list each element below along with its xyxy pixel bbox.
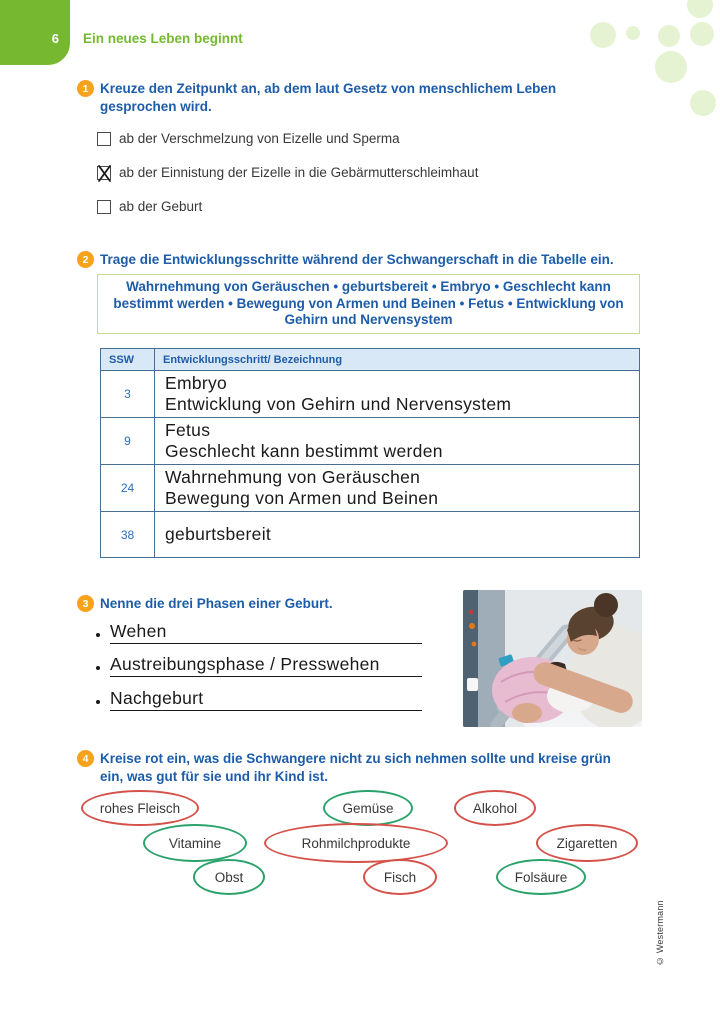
col-header-entwicklungsschritt: Entwicklungsschritt/ Bezeichnung	[155, 349, 640, 371]
circled-item-rohmilchprodukte[interactable]	[264, 823, 448, 863]
q1-option-row	[97, 165, 478, 180]
copyright-notice: © Westermann	[655, 900, 665, 966]
word-bank-text: Wahrnehmung von Geräuschen • geburtsbereit • Embryo • Geschlecht kann bestimmt werden • Bewegung von Armen und Beinen • Fetus • Entwicklung von Gehirn und Nervensystem	[113, 279, 624, 328]
item-label: Fisch	[383, 869, 417, 885]
circled-item-obst[interactable]	[193, 859, 265, 895]
answer-cell[interactable]	[155, 512, 640, 558]
birth-phase-row	[96, 684, 422, 711]
question-2-badge: 2	[77, 251, 94, 268]
checkbox-verschmelzung[interactable]	[97, 132, 111, 146]
handwritten-answer: Wahrnehmung von Geräuschen	[165, 467, 421, 487]
table-row	[101, 418, 640, 465]
page-number: 6	[51, 31, 59, 46]
hospital-scene-illustration	[463, 590, 642, 727]
handwritten-answer: Embryo	[165, 373, 228, 393]
circled-item-folsaeure[interactable]	[496, 859, 586, 895]
handwritten-answer: Bewegung von Armen und Beinen	[165, 488, 439, 508]
q1-option-row	[97, 199, 202, 214]
item-label: Obst	[214, 869, 244, 885]
question-4-text: Kreise rot ein, was die Schwangere nicht zu sich nehmen sollte und kreise grün ein, was gut für sie und ihr Kind ist.	[100, 751, 611, 784]
decorative-dots-pattern	[560, 0, 720, 130]
table-row	[101, 371, 640, 418]
handwritten-answer: Entwicklung von Gehirn und Nervensystem	[165, 394, 512, 414]
circled-item-zigaretten[interactable]	[536, 824, 638, 862]
handwritten-answer: geburtsbereit	[165, 524, 272, 544]
question-3-text: Nenne die drei Phasen einer Geburt.	[100, 596, 333, 611]
answer-line[interactable]	[110, 621, 422, 644]
bullet-dot	[96, 633, 100, 637]
handwritten-answer: Geschlecht kann bestimmt werden	[165, 441, 443, 461]
checkbox-label: ab der Verschmelzung von Eizelle und Sperma	[119, 131, 400, 146]
ssw-value: 24	[101, 465, 155, 512]
handwritten-answer: Nachgeburt	[110, 688, 204, 708]
development-table	[100, 348, 640, 558]
question-1-badge: 1	[77, 80, 94, 97]
bullet-dot	[96, 666, 100, 670]
circled-item-alkohol[interactable]	[454, 790, 536, 826]
checkbox-geburt[interactable]	[97, 200, 111, 214]
checkbox-label: ab der Einnistung der Eizelle in die Gebärmutterschleimhaut	[119, 165, 479, 180]
question-4-badge: 4	[77, 750, 94, 767]
handwritten-answer: Wehen	[110, 621, 167, 641]
question-2-text: Trage die Entwicklungsschritte während der Schwangerschaft in die Tabelle ein.	[100, 252, 614, 267]
item-label: Alkohol	[472, 800, 518, 816]
answer-cell[interactable]	[155, 371, 640, 418]
question-3-badge: 3	[77, 595, 94, 612]
item-label: rohes Fleisch	[99, 800, 181, 816]
bullet-dot	[96, 700, 100, 704]
birth-phase-row	[96, 650, 422, 677]
chapter-tab	[0, 0, 70, 65]
q1-option-row	[97, 131, 400, 146]
circled-item-rohes-fleisch[interactable]	[81, 790, 199, 826]
answer-line[interactable]	[110, 688, 422, 711]
answer-line[interactable]	[110, 654, 422, 677]
item-label: Vitamine	[168, 835, 222, 851]
birth-phase-row	[96, 617, 422, 644]
ssw-value: 3	[101, 371, 155, 418]
answer-cell[interactable]	[155, 418, 640, 465]
mother-newborn-photo	[463, 590, 642, 727]
ssw-value: 9	[101, 418, 155, 465]
ssw-value: 38	[101, 512, 155, 558]
circled-item-fisch[interactable]	[363, 859, 437, 895]
item-label: Folsäure	[514, 869, 568, 885]
table-row	[101, 465, 640, 512]
word-bank	[97, 274, 640, 334]
handwritten-answer: Austreibungsphase / Presswehen	[110, 654, 380, 674]
question-1-text: Kreuze den Zeitpunkt an, ab dem laut Gesetz von menschlichem Leben gesprochen wird.	[100, 81, 557, 114]
checkbox-einnistung[interactable]	[97, 166, 111, 180]
table-row	[101, 512, 640, 558]
checkbox-label: ab der Geburt	[119, 199, 203, 214]
item-label: Gemüse	[342, 800, 394, 816]
handwritten-answer: Fetus	[165, 420, 211, 440]
col-header-ssw: SSW	[101, 349, 155, 371]
table-header-row	[101, 349, 640, 371]
answer-cell[interactable]	[155, 465, 640, 512]
handwritten-x-mark	[95, 163, 115, 183]
circled-item-vitamine[interactable]	[143, 824, 247, 862]
item-label: Rohmilchprodukte	[301, 835, 411, 851]
item-label: Zigaretten	[556, 835, 618, 851]
page-title: Ein neues Leben beginnt	[83, 31, 243, 46]
circled-item-gemuese[interactable]	[323, 790, 413, 826]
